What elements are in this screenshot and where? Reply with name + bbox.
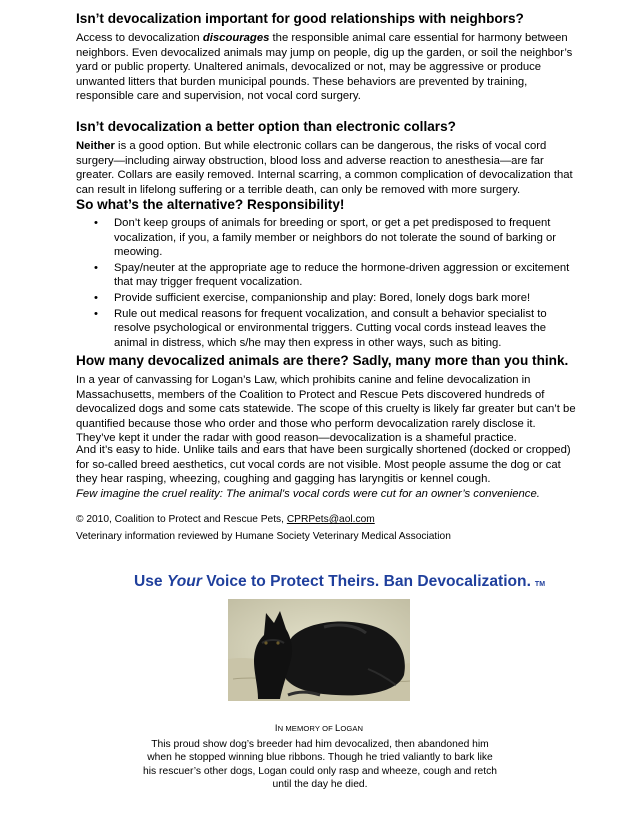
bullet-icon: •	[94, 307, 98, 320]
bullet-icon: •	[94, 291, 98, 304]
list-item-text: Provide sufficient exercise, companionship and play: Bored, lonely dogs bark more!	[114, 291, 531, 304]
copyright-text: © 2010, Coalition to Protect and Rescue Pets,	[76, 514, 287, 525]
list-item	[76, 307, 576, 351]
heading-collars: Isn’t devocalization a better option than electronic collars?	[76, 119, 456, 134]
slogan	[134, 572, 545, 594]
list-item-text: Rule out medical reasons for frequent vocalization, and consult a behavior specialist to resolve psychological or environmental triggers. Cutting vocal cords instead leaves the animal in distress, which s/he may then express in other ways, such as biting.	[114, 307, 547, 349]
list-item-text: Don’t keep groups of animals for breeding or sport, or get a pet predisposed to frequent vocalization, if you, a family member or neighbors do not tolerate the sound of barking or meowing.	[114, 217, 557, 259]
trademark-mark: TM	[534, 581, 546, 588]
emphasis-neither: Neither	[76, 140, 115, 152]
paragraph-text: is a good option. But while electronic collars can be dangerous, the risks of vocal cord surgery—including airway obstruction, blood loss and adverse reaction to anesthesia—are far greater. Collars are easily removed. Internal scarring, a common complication of devocalization that can result in lifelong suffering or a terrible death, can only be removed with more surgery.	[76, 140, 573, 196]
list-item	[76, 261, 576, 290]
bullet-icon: •	[94, 217, 98, 229]
emphasis-discourages: discourages	[202, 32, 270, 44]
caption-title-part: OGAN	[340, 724, 364, 733]
list-item	[76, 216, 576, 260]
alternatives-list	[76, 216, 576, 351]
list-item	[76, 291, 576, 306]
photo-caption: This proud show dog’s breeder had him devocalized, then abandoned him when he stopped winning blue ribbons. Though he tried valiantly to bark like his rescuer’s other dogs, Logan could only rasp and wheeze, cough and retch until the day he died.	[143, 739, 497, 791]
list-item-text: Spay/neuter at the appropriate age to reduce the hormone-driven aggression or excitement that may trigger frequent vocalization.	[114, 261, 570, 289]
heading-how-many: How many devocalized animals are there? Sadly, many more than you think.	[76, 353, 569, 368]
paragraph-collars	[76, 139, 576, 197]
caption-title-part: N	[277, 724, 286, 733]
heading-alternative: So what’s the alternative? Responsibility!	[76, 197, 345, 212]
heading-neighbors: Isn’t devocalization important for good relationships with neighbors?	[76, 11, 524, 26]
slogan-your: Your	[166, 573, 202, 590]
closing-statement: Few imagine the cruel reality: The animal's vocal cords were cut for an owner’s convenience.	[76, 488, 540, 500]
copyright-line	[76, 513, 375, 526]
paragraph-text: Access to devocalization	[76, 32, 203, 44]
paragraph-easy-to-hide: And it’s easy to hide. Unlike tails and ears that have been surgically shortened (docked or cropped) for so-called breed aesthetics, cut vocal cords are not visible. Most people assume the dog or cat they hear rasping, wheezing, coughing and gagging has laryngitis or kennel cough.	[76, 444, 571, 486]
slogan-use: Use	[134, 573, 163, 590]
bullet-icon: •	[94, 261, 98, 274]
caption-title-part: I	[274, 722, 278, 733]
caption-title-part: L	[335, 722, 341, 733]
black-dog-image	[228, 599, 410, 701]
email-link[interactable]: CPRPets@aol.com	[286, 514, 375, 525]
paragraph-neighbors	[76, 31, 576, 104]
caption-title	[0, 722, 638, 735]
review-note: Veterinary information reviewed by Humane Society Veterinary Medical Association	[76, 531, 451, 542]
caption-title-part: MEMORY OF	[285, 724, 336, 733]
slogan-rest: Voice to Protect Theirs. Ban Devocalization.	[206, 573, 531, 590]
logan-photo	[228, 599, 410, 701]
paragraph-canvassing: In a year of canvassing for Logan’s Law, which prohibits canine and feline devocalization in Massachusetts, members of the Coalition to Protect and Rescue Pets discovered hundreds of devocalized dogs and some cats statewide. The scope of this cruelty is likely far greater but can’t be quantified because those who order and those who perform devocalization rarely disclose it. They’ve kept it under the radar with good reason—devocalization is a shameful practice.	[76, 374, 576, 445]
paragraph-text: the responsible animal care essential for harmony between neighbors. Even devocalized animals may jump on people, dig up the garden, or soil the neighbor’s yard or public property. Unaltered animals, devocalized or not, may be aggressive or produce unwanted litters that burden municipal pounds. These behaviors are prevented by training, responsible care and supervision, not vocal cord surgery.	[76, 32, 573, 103]
